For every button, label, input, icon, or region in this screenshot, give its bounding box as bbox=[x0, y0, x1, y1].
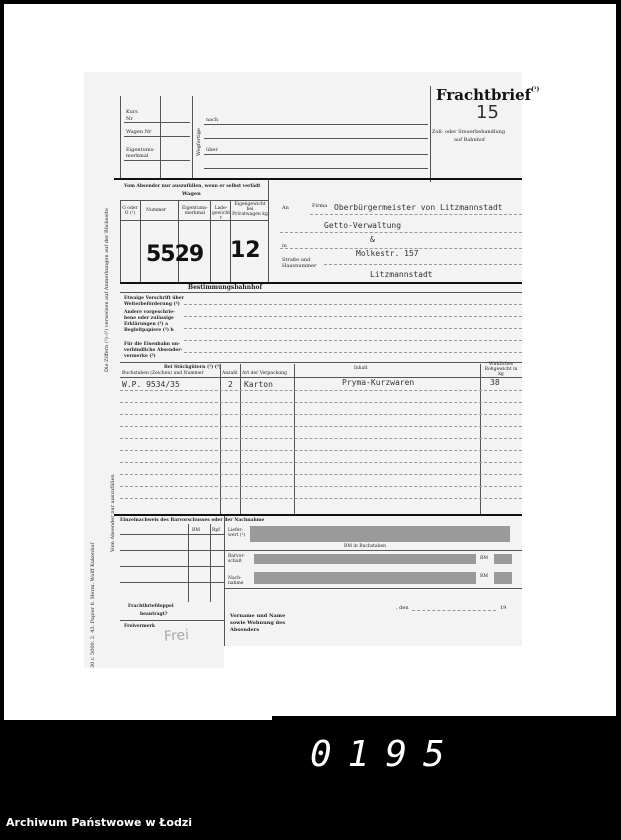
divider bbox=[160, 96, 161, 180]
wegfertige-label: Wegfertige bbox=[196, 128, 202, 156]
rule bbox=[120, 474, 522, 475]
rule bbox=[124, 136, 190, 137]
zoll-label: Zoll- oder Steuerbehandlung bbox=[432, 129, 506, 135]
barvorschuss-field bbox=[254, 554, 476, 564]
side-print-line: 30 r. 5000. 2. 43. Papier 6. Herm. Wolff Kukenhof bbox=[90, 542, 96, 668]
rule bbox=[124, 122, 190, 123]
goods-row-gewicht: 38 bbox=[490, 378, 500, 387]
rule bbox=[120, 582, 224, 583]
strasse-value: Molkestr. 157 bbox=[356, 249, 419, 258]
divider bbox=[268, 180, 269, 282]
divider bbox=[480, 364, 481, 514]
an-label: An bbox=[282, 205, 289, 211]
rule bbox=[204, 138, 428, 139]
rpf-label: Rpf bbox=[212, 528, 220, 533]
rule bbox=[120, 566, 224, 567]
divider bbox=[120, 96, 121, 180]
rule bbox=[324, 264, 522, 265]
wagen-header: Vom Absender nur auszufüllen, wenn er selbst verlädt bbox=[124, 184, 261, 189]
section-rule bbox=[114, 178, 522, 180]
hausnummer-label: Hausnummer bbox=[282, 263, 317, 269]
rule bbox=[204, 168, 428, 169]
rule bbox=[120, 200, 268, 201]
nr-label: Nr bbox=[126, 116, 133, 122]
divider bbox=[120, 200, 121, 282]
divider bbox=[178, 200, 179, 282]
goods-row-inhalt: Pryma-Kurzwaren bbox=[342, 378, 415, 387]
nachnahme-rm-field bbox=[494, 572, 512, 584]
rule bbox=[120, 486, 522, 487]
nach-label: nach bbox=[206, 117, 219, 123]
rule bbox=[120, 414, 522, 415]
rule bbox=[120, 498, 522, 499]
lieferwert-label: Liefer-wert (²) bbox=[228, 528, 246, 538]
rule bbox=[310, 214, 522, 215]
handwritten-number: 15 bbox=[476, 102, 499, 123]
rm-buchstaben-label: RM in Buchstaben bbox=[344, 544, 387, 549]
den-label: , den bbox=[396, 605, 409, 611]
note-2: Weiterbeförderung (²) bbox=[124, 302, 180, 307]
divider bbox=[192, 96, 193, 180]
rule bbox=[124, 160, 190, 161]
rule bbox=[120, 462, 522, 463]
wohnung-label: sowie Wohnung des bbox=[230, 620, 286, 626]
rule bbox=[184, 304, 522, 305]
goods-col-inhalt: Inhalt bbox=[354, 366, 368, 371]
frame-number: 0195 bbox=[310, 734, 461, 775]
divider bbox=[240, 364, 241, 514]
goods-row-zeichen: W.P. 9534/35 bbox=[122, 380, 180, 389]
eigentums-label: Eigentums- bbox=[126, 147, 155, 153]
col-merkmal: Eigentums-merkmal bbox=[182, 206, 208, 216]
firma-value: Oberbürgermeister von Litzmannstadt bbox=[334, 203, 503, 212]
divider bbox=[188, 524, 189, 602]
nachnahme-field bbox=[254, 572, 476, 584]
rule bbox=[120, 450, 522, 451]
vorname-label: Vorname und Name bbox=[230, 613, 286, 619]
lieferwert-field bbox=[250, 526, 510, 542]
rule bbox=[184, 316, 522, 317]
firma-label: Firma bbox=[312, 203, 328, 209]
rule bbox=[412, 610, 496, 611]
kurs-label: Kurs bbox=[126, 109, 138, 115]
divider bbox=[210, 200, 211, 282]
divider bbox=[140, 200, 141, 282]
section-rule bbox=[120, 282, 522, 284]
goods-row-anzahl: 2 bbox=[228, 380, 233, 389]
nachnahme-label: Nach-nahme bbox=[228, 576, 244, 586]
section-rule bbox=[114, 514, 522, 516]
rule bbox=[224, 550, 522, 551]
auf-bahnhof-label: auf Bahnhof bbox=[454, 137, 485, 143]
goods-col1-header: Bei Stückgütern (¹) (²) bbox=[164, 365, 221, 370]
rule bbox=[120, 220, 268, 221]
torn-edge bbox=[224, 646, 524, 670]
wagen-title: Wagen bbox=[182, 191, 201, 197]
rule bbox=[120, 362, 522, 363]
uber-label: über bbox=[206, 147, 218, 153]
barvorschuss-label: Barvor-schuß bbox=[228, 554, 246, 564]
goods-col-art: Art der Verpackung bbox=[242, 371, 287, 376]
address-line-3: & bbox=[370, 235, 375, 244]
barvorschuss-rm-field bbox=[494, 554, 512, 564]
einzelnachweis-label: Einzelnachweis des Barvorschusses oder der Nachnahme bbox=[120, 518, 265, 523]
frachtbrief-form bbox=[84, 72, 540, 668]
rule bbox=[120, 534, 224, 535]
rule bbox=[184, 340, 522, 341]
rule bbox=[184, 352, 522, 353]
wagen-nr-label: Wagen Nr bbox=[126, 129, 152, 135]
barvorschuss-rm: RM bbox=[480, 556, 488, 561]
rule bbox=[204, 124, 428, 125]
rule bbox=[280, 232, 522, 233]
rule bbox=[120, 292, 522, 293]
beantragt-label: beantragt? bbox=[140, 612, 168, 617]
rule bbox=[204, 154, 428, 155]
rule bbox=[120, 620, 224, 621]
address-line-2: Getto-Verwaltung bbox=[324, 221, 402, 230]
frei-stamp: Frei bbox=[163, 627, 190, 645]
note-1: Etwaige Vorschrift über bbox=[124, 296, 184, 301]
rm-label: RM bbox=[192, 528, 200, 533]
frachtbriefdoppel-label: Frachtbriefdoppel bbox=[128, 604, 174, 609]
rule bbox=[224, 588, 522, 589]
divider bbox=[210, 524, 211, 602]
ort-value: Litzmannstadt bbox=[370, 270, 433, 279]
rule bbox=[120, 550, 224, 551]
rule bbox=[184, 328, 522, 329]
divider bbox=[430, 86, 431, 182]
note-9: vermerke (²) bbox=[124, 354, 156, 359]
rule bbox=[120, 402, 522, 403]
goods-col1-sub: Buchstaben (Zeichen) und Nummer bbox=[122, 371, 204, 376]
note-3: Andere vorgeschrie- bbox=[124, 310, 175, 315]
rule bbox=[120, 426, 522, 427]
goods-col-gewicht: Wirkliches Rohgewicht in kg bbox=[484, 362, 518, 377]
divider bbox=[224, 516, 225, 602]
bestimmungsbahnhof-label: Bestimmungsbahnhof bbox=[188, 284, 263, 291]
rule bbox=[120, 438, 522, 439]
year-label: 19 bbox=[500, 605, 507, 611]
goods-col-anzahl: Anzahl bbox=[222, 371, 238, 376]
goods-row-art: Karton bbox=[244, 380, 273, 389]
divider bbox=[294, 364, 295, 514]
stamp-wagen-nummer: 5529 bbox=[146, 242, 204, 267]
archive-label: Archiwum Państwowe w Łodzi bbox=[6, 816, 193, 829]
note-7: Für die Eisenbahn un- bbox=[124, 342, 181, 347]
divider bbox=[220, 364, 221, 514]
side-note-main: Die Ziffern (¹)–(⁵) verweisen auf Anmerkungen auf der Rückseite bbox=[104, 208, 110, 372]
note-6: Begleitpapiere (²) b bbox=[124, 328, 174, 333]
stamp-ladegewicht: 12 bbox=[230, 238, 261, 263]
note-8: verbindliche Absender- bbox=[124, 348, 183, 353]
in-label: in bbox=[282, 243, 287, 249]
form-title: Frachtbrief$^{(^1)}$ bbox=[436, 86, 540, 104]
col-gattung: G oder O (¹) bbox=[122, 206, 138, 216]
merkmal-label: merkmal bbox=[126, 153, 149, 159]
freivermerk-label: Freivermerk bbox=[124, 624, 156, 629]
col-eigengewicht: Eigengewicht bei Privatwagen kg bbox=[232, 202, 268, 217]
absenders-label: Absenders bbox=[230, 627, 260, 633]
strasse-label: Straße und bbox=[282, 257, 311, 263]
nachnahme-rm: RM bbox=[480, 574, 488, 579]
rule bbox=[120, 377, 522, 378]
note-5: Erklärungen (²) a bbox=[124, 322, 169, 327]
side-note-rail: Vom Absender nur auszufüllen bbox=[110, 474, 116, 552]
rule bbox=[120, 390, 522, 391]
col-lade: Lade-gewicht t bbox=[212, 206, 231, 221]
col-nummer: Nummer bbox=[146, 208, 167, 213]
note-4: bene oder zulässige bbox=[124, 316, 174, 321]
